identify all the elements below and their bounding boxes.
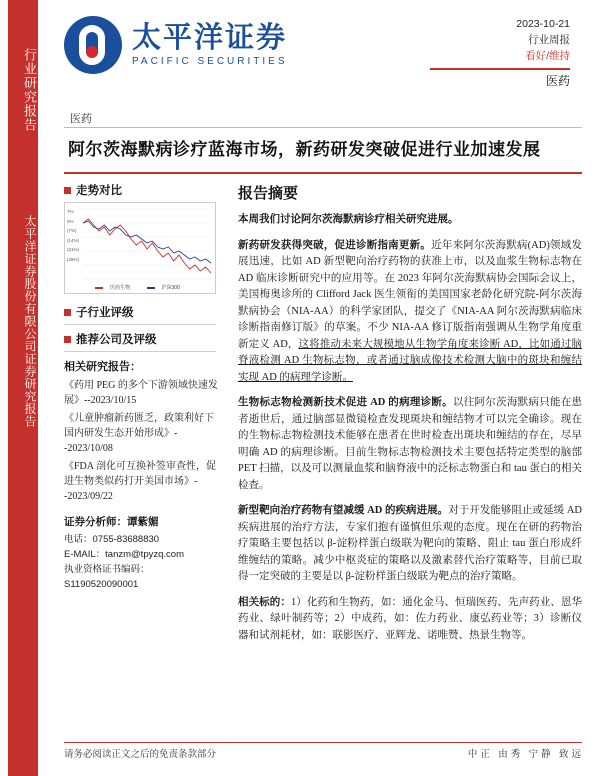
paragraph-0 [238, 238, 582, 387]
paragraph-body: 近年来阿尔茨海默病(AD)领域发展迅速，比如 AD 新型靶向治疗药物的获准上市，以及血浆生物标志物在 AD 临床诊断研究中的应用等。在 2023 年阿尔茨海默病协会国际会议上，美国梅奥诊所的 Clifford Jack 医生领衔的美国国家老龄化研究院-阿尔茨海默病协会（NIA-AA）的科学家团队，提交了《NIA-AA 阿尔茨海默病临床诊断指南修订版》的草案。不少 NIA-AA 修订版指南强调从生物学角度重新定义 AD， [238, 239, 582, 350]
list-item[interactable]: 《药用 PEG 的多个下游领域快速发展》--2023/10/15 [64, 380, 218, 406]
brand-logo [64, 16, 288, 74]
report-date: 2023-10-21 [516, 18, 570, 30]
recommend-header [64, 331, 219, 347]
analyst-name: 证券分析师：谭紫媚 [64, 516, 159, 528]
right-column [238, 182, 582, 653]
industry-rating-title: 子行业评级 [76, 307, 134, 319]
footer-disclaimer: 请务必阅读正文之后的免责条款部分 [64, 750, 217, 760]
analyst-license: 执业资格证书编码：S1190520090001 [64, 564, 150, 590]
related-reports-title: 相关研究报告： [64, 361, 141, 373]
paragraph-body: 以往阿尔茨海默病只能在患者逝世后，通过脑部显微镜检查发现斑块和缠结物才可以完全确诊。现在的生物标志物检测技术能够在患者在世时检查出斑块和缠结的存在，尽早明确 AD 的病理诊断。目前生物标志物检测技术主要包括特定类型的脑部 PET 扫描，以及可以测量血浆和脑脊液中的泛标志物蛋白和 tau 蛋白的相关检查。 [238, 397, 582, 491]
bullet-square-icon [64, 187, 71, 194]
paragraph-3 [238, 595, 582, 645]
footer-divider [64, 742, 582, 743]
footer-slogan: 中正 由秀 宁静 致远 [467, 750, 584, 760]
paragraph-2 [238, 503, 582, 586]
paragraph-1 [238, 395, 582, 494]
recommend-title: 推荐公司及评级 [76, 334, 157, 346]
page-title: 阿尔茨海默病诊疗蓝海市场，新药研发突破促进行业加速发展 [68, 140, 541, 159]
pacific-logo-icon [64, 16, 122, 74]
paragraph-underline: 这将推动未来大规模地从生物学角度来诊断 AD，比如通过脑脊液检测 AD 生物标志物，或者通过脑成像技术检测大脑中的斑块和缠结实现 AD 的病理学诊断。 [238, 338, 582, 383]
trend-chart [64, 202, 216, 294]
brand-name-en: PACIFIC SECURITIES [132, 56, 288, 67]
list-item[interactable]: 《儿童肿瘤新药匮乏，政策利好下国内研发生态开始形成》--2023/10/08 [64, 413, 214, 454]
analyst-phone: 电话：0755-83688830 [64, 534, 160, 545]
paragraph-body: 1）化药和生物药，如：通化金马、恒瑞医药、先声药业、恩华药业、绿叶制药等；2）中成药，如：佐力药业、康弘药业等；3）诊断仪器和试剂耗材，如：联影医疗、亚辉龙、诺唯赞、热景生物等。 [238, 596, 583, 641]
chart-section-header [64, 182, 219, 198]
y-tick: (14%) [67, 237, 80, 243]
analyst-email[interactable]: E-MAIL：tanzm@tpyzq.com [64, 549, 184, 560]
chart-title: 走势对比 [76, 185, 122, 197]
y-tick: (28%) [67, 256, 80, 262]
legend-label: 沪深300 [161, 285, 180, 291]
legend-swatch-icon [147, 287, 155, 289]
legend-swatch-icon [95, 287, 103, 289]
header-meta [430, 16, 570, 64]
sidebar-top-label: 行业研究报告 [22, 48, 37, 132]
left-column [64, 182, 219, 592]
list-item[interactable]: 《FDA 剖化可互换补签审查性，促进生物类似药打开美国市场》--2023/09/22 [64, 461, 216, 502]
title-divider-thin [64, 127, 582, 128]
chart-legend [65, 284, 215, 291]
bullet-square-icon [64, 309, 71, 316]
legend-label: 医药生物 [110, 285, 131, 291]
report-type: 行业周报 [528, 34, 570, 46]
paragraph-head: 新药研发获得突破，促进诊断指南更新。 [238, 239, 432, 251]
paragraph-head: 新型靶向治疗药物有望减缓 AD 的疾病进展。 [238, 505, 449, 516]
report-rating: 看好/维持 [525, 50, 570, 62]
chart-plot [65, 203, 215, 293]
paragraph-head: 生物标志物检测新技术促进 AD 的病理诊断。 [238, 397, 453, 408]
title-divider-red [64, 172, 582, 174]
industry-rating-divider [64, 324, 216, 325]
y-tick: 0% [67, 218, 74, 224]
y-tick: (7%) [67, 228, 77, 233]
brand-name-cn: 太平洋证券 [132, 22, 288, 54]
y-tick: (21%) [67, 247, 80, 252]
industry-rating-header [64, 304, 219, 320]
paragraph-head: 相关标的： [238, 596, 291, 608]
summary-title: 报告摘要 [238, 185, 299, 202]
chart-y-axis [67, 207, 79, 264]
sector-label: 医药 [70, 113, 92, 125]
summary-lead: 本周我们讨论阿尔茨海默病诊疗相关研究进展。 [238, 214, 459, 225]
y-tick: 7% [67, 209, 74, 214]
recommend-divider [64, 351, 216, 352]
legend-item-1 [147, 285, 185, 291]
header [56, 12, 584, 88]
header-divider [430, 68, 570, 70]
header-sector: 医药 [545, 74, 570, 88]
legend-item-0 [95, 285, 135, 291]
left-band [0, 0, 56, 776]
bullet-square-icon [64, 336, 71, 343]
sidebar-mid-label: 太平洋证券股份有限公司证券研究报告 [23, 215, 37, 428]
brand-text [132, 21, 288, 69]
paragraph-body: 对于开发能够阻止或延缓 AD 疾病进展的治疗方法，专家们抱有谨慎但乐观的态度。现在在研的药物治疗策略主要包括以 β-淀粉样蛋白级联为靶向的策略、阻止 tau 蛋白形成纤维缠结的策略。减少中枢炎症的策略以及激素替代治疗策略等，目前已取得一定突破的主要是以 β-淀粉样蛋白级联为靶点的治疗策略。 [238, 505, 582, 582]
